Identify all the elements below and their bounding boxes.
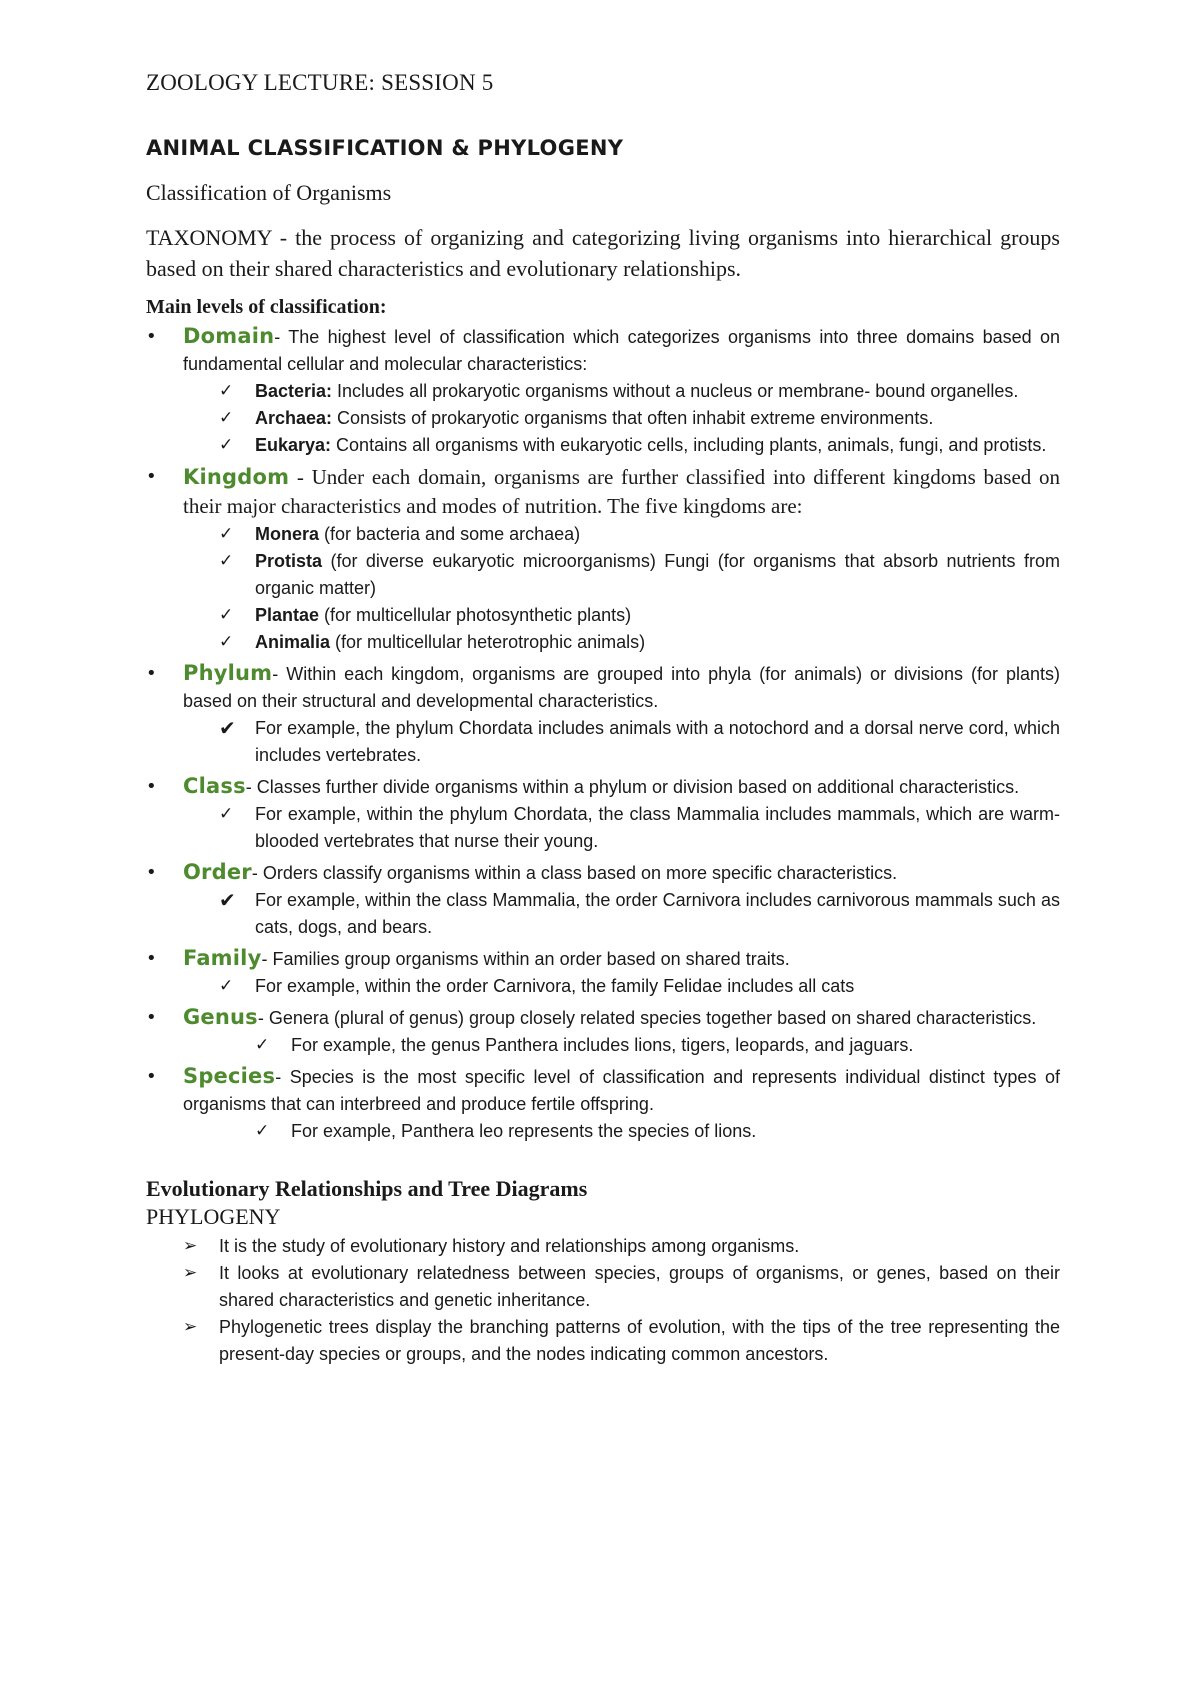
list-item: ✔ For example, within the class Mammalia, the order Carnivora includes carnivorous mammals such as cats, dogs, and bears. — [219, 888, 1060, 937]
list-item: ✓ Bacteria: Includes all prokaryotic organisms without a nucleus or membrane- bound organelles. — [219, 378, 1060, 405]
checkmark-icon: ✓ — [219, 804, 234, 824]
level-class — [146, 773, 1060, 855]
bullet-icon: • — [146, 1066, 157, 1087]
list-item: ✓ Protista (for diverse eukaryotic microorganisms) Fungi (for organisms that absorb nutrients from organic matter) — [219, 548, 1060, 602]
list-item: ➢ It is the study of evolutionary history and relationships among organisms. — [183, 1233, 1060, 1260]
desc-species: - Species is the most specific level of classification and represents individual distinct types of organisms that can interbreed and produce fertile offspring. — [183, 1067, 1060, 1114]
arrow-bullet-icon: ➢ — [183, 1317, 198, 1337]
term-order: Order — [183, 860, 252, 884]
document-page — [146, 70, 1060, 1368]
level-phylum — [146, 660, 1060, 769]
list-item: ✓ For example, within the order Carnivora, the family Felidae includes all cats — [219, 973, 1060, 1000]
section-title: Evolutionary Relationships and Tree Diagrams — [146, 1176, 588, 1201]
checkmark-icon: ✓ — [219, 381, 234, 401]
list-item: ➢ It looks at evolutionary relatedness between species, groups of organisms, or genes, based on their shared characteristics and genetic inheritance. — [183, 1260, 1060, 1314]
checkmark-icon: ✔ — [219, 716, 236, 740]
page-header: ZOOLOGY LECTURE: SESSION 5 — [146, 70, 494, 95]
bullet-icon: • — [146, 326, 157, 347]
taxonomy-text: - the process of organizing and categorizing living organisms into hierarchical groups based on their shared characteristics and evolutionary relationships. — [146, 225, 1060, 281]
list-item: ➢ Phylogenetic trees display the branching patterns of evolution, with the tips of the tree representing the present-day species or groups, and the nodes indicating common ancestors. — [183, 1314, 1060, 1368]
classification-levels-list — [146, 323, 1060, 1145]
checkmark-icon: ✓ — [219, 976, 234, 996]
checkmark-icon: ✓ — [219, 435, 234, 455]
bullet-icon: • — [146, 663, 157, 684]
bullet-icon: • — [146, 862, 157, 883]
bullet-icon: • — [146, 948, 157, 969]
phylogeny-list — [146, 1233, 1060, 1368]
bullet-icon: • — [146, 776, 157, 797]
term-species: Species — [183, 1064, 276, 1088]
desc-family: - Families group organisms within an order based on shared traits. — [261, 949, 790, 969]
desc-order: - Orders classify organisms within a class based on more specific characteristics. — [251, 863, 898, 883]
arrow-bullet-icon: ➢ — [183, 1263, 198, 1283]
list-item: ✓ For example, Panthera leo represents the species of lions. — [255, 1118, 1060, 1145]
list-item: ✓ For example, within the phylum Chordata, the class Mammalia includes mammals, which are warm-blooded vertebrates that nurse their young. — [219, 801, 1060, 855]
level-domain — [146, 323, 1060, 459]
level-species — [146, 1063, 1060, 1145]
desc-class: - Classes further divide organisms within a phylum or division based on additional characteristics. — [245, 777, 1020, 797]
checkmark-icon: ✓ — [255, 1121, 270, 1141]
list-item: ✓ Plantae (for multicellular photosynthetic plants) — [219, 602, 1060, 629]
level-kingdom — [146, 463, 1060, 656]
taxonomy-term: TAXONOMY — [146, 225, 272, 250]
list-item: ✓ Eukarya: Contains all organisms with eukaryotic cells, including plants, animals, fungi, and protists. — [219, 432, 1060, 459]
desc-kingdom: - Under each domain, organisms are further classified into different kingdoms based on their major characteristics and modes of nutrition. The five kingdoms are: — [183, 465, 1060, 518]
term-domain: Domain — [183, 324, 275, 348]
checkmark-icon: ✔ — [219, 888, 236, 912]
checkmark-icon: ✓ — [219, 524, 234, 544]
list-item: ✓ For example, the genus Panthera includes lions, tigers, leopards, and jaguars. — [255, 1032, 1060, 1059]
checkmark-icon: ✓ — [219, 551, 234, 571]
bullet-icon: • — [146, 1007, 157, 1028]
desc-phylum: - Within each kingdom, organisms are grouped into phyla (for animals) or divisions (for plants) based on their structural and developmental characteristics. — [183, 664, 1060, 711]
checkmark-icon: ✓ — [219, 408, 234, 428]
list-item: ✓ Archaea: Consists of prokaryotic organisms that often inhabit extreme environments. — [219, 405, 1060, 432]
bullet-icon: • — [146, 466, 157, 487]
checkmark-icon: ✓ — [255, 1035, 270, 1055]
term-kingdom: Kingdom — [183, 465, 290, 489]
term-phylum: Phylum — [183, 661, 273, 685]
term-class: Class — [183, 774, 246, 798]
list-item: ✓ Animalia (for multicellular heterotrophic animals) — [219, 629, 1060, 656]
term-genus: Genus — [183, 1005, 258, 1029]
list-item: ✓ Monera (for bacteria and some archaea) — [219, 521, 1060, 548]
desc-genus: - Genera (plural of genus) group closely related species together based on shared characteristics. — [257, 1008, 1037, 1028]
term-family: Family — [183, 946, 262, 970]
levels-heading: Main levels of classification: — [146, 296, 387, 318]
subtitle: Classification of Organisms — [146, 180, 392, 205]
checkmark-icon: ✓ — [219, 605, 234, 625]
checkmark-icon: ✓ — [219, 632, 234, 652]
arrow-bullet-icon: ➢ — [183, 1236, 198, 1256]
taxonomy-definition — [146, 222, 1060, 284]
section-subtitle: PHYLOGENY — [146, 1204, 281, 1229]
desc-domain: - The highest level of classification which categorizes organisms into three domains based on fundamental cellular and molecular characteristics: — [183, 327, 1060, 374]
level-family — [146, 945, 1060, 1000]
page-title: ANIMAL CLASSIFICATION & PHYLOGENY — [146, 136, 624, 160]
level-genus — [146, 1004, 1060, 1059]
level-order — [146, 859, 1060, 941]
list-item: ✔ For example, the phylum Chordata includes animals with a notochord and a dorsal nerve cord, which includes vertebrates. — [219, 716, 1060, 765]
